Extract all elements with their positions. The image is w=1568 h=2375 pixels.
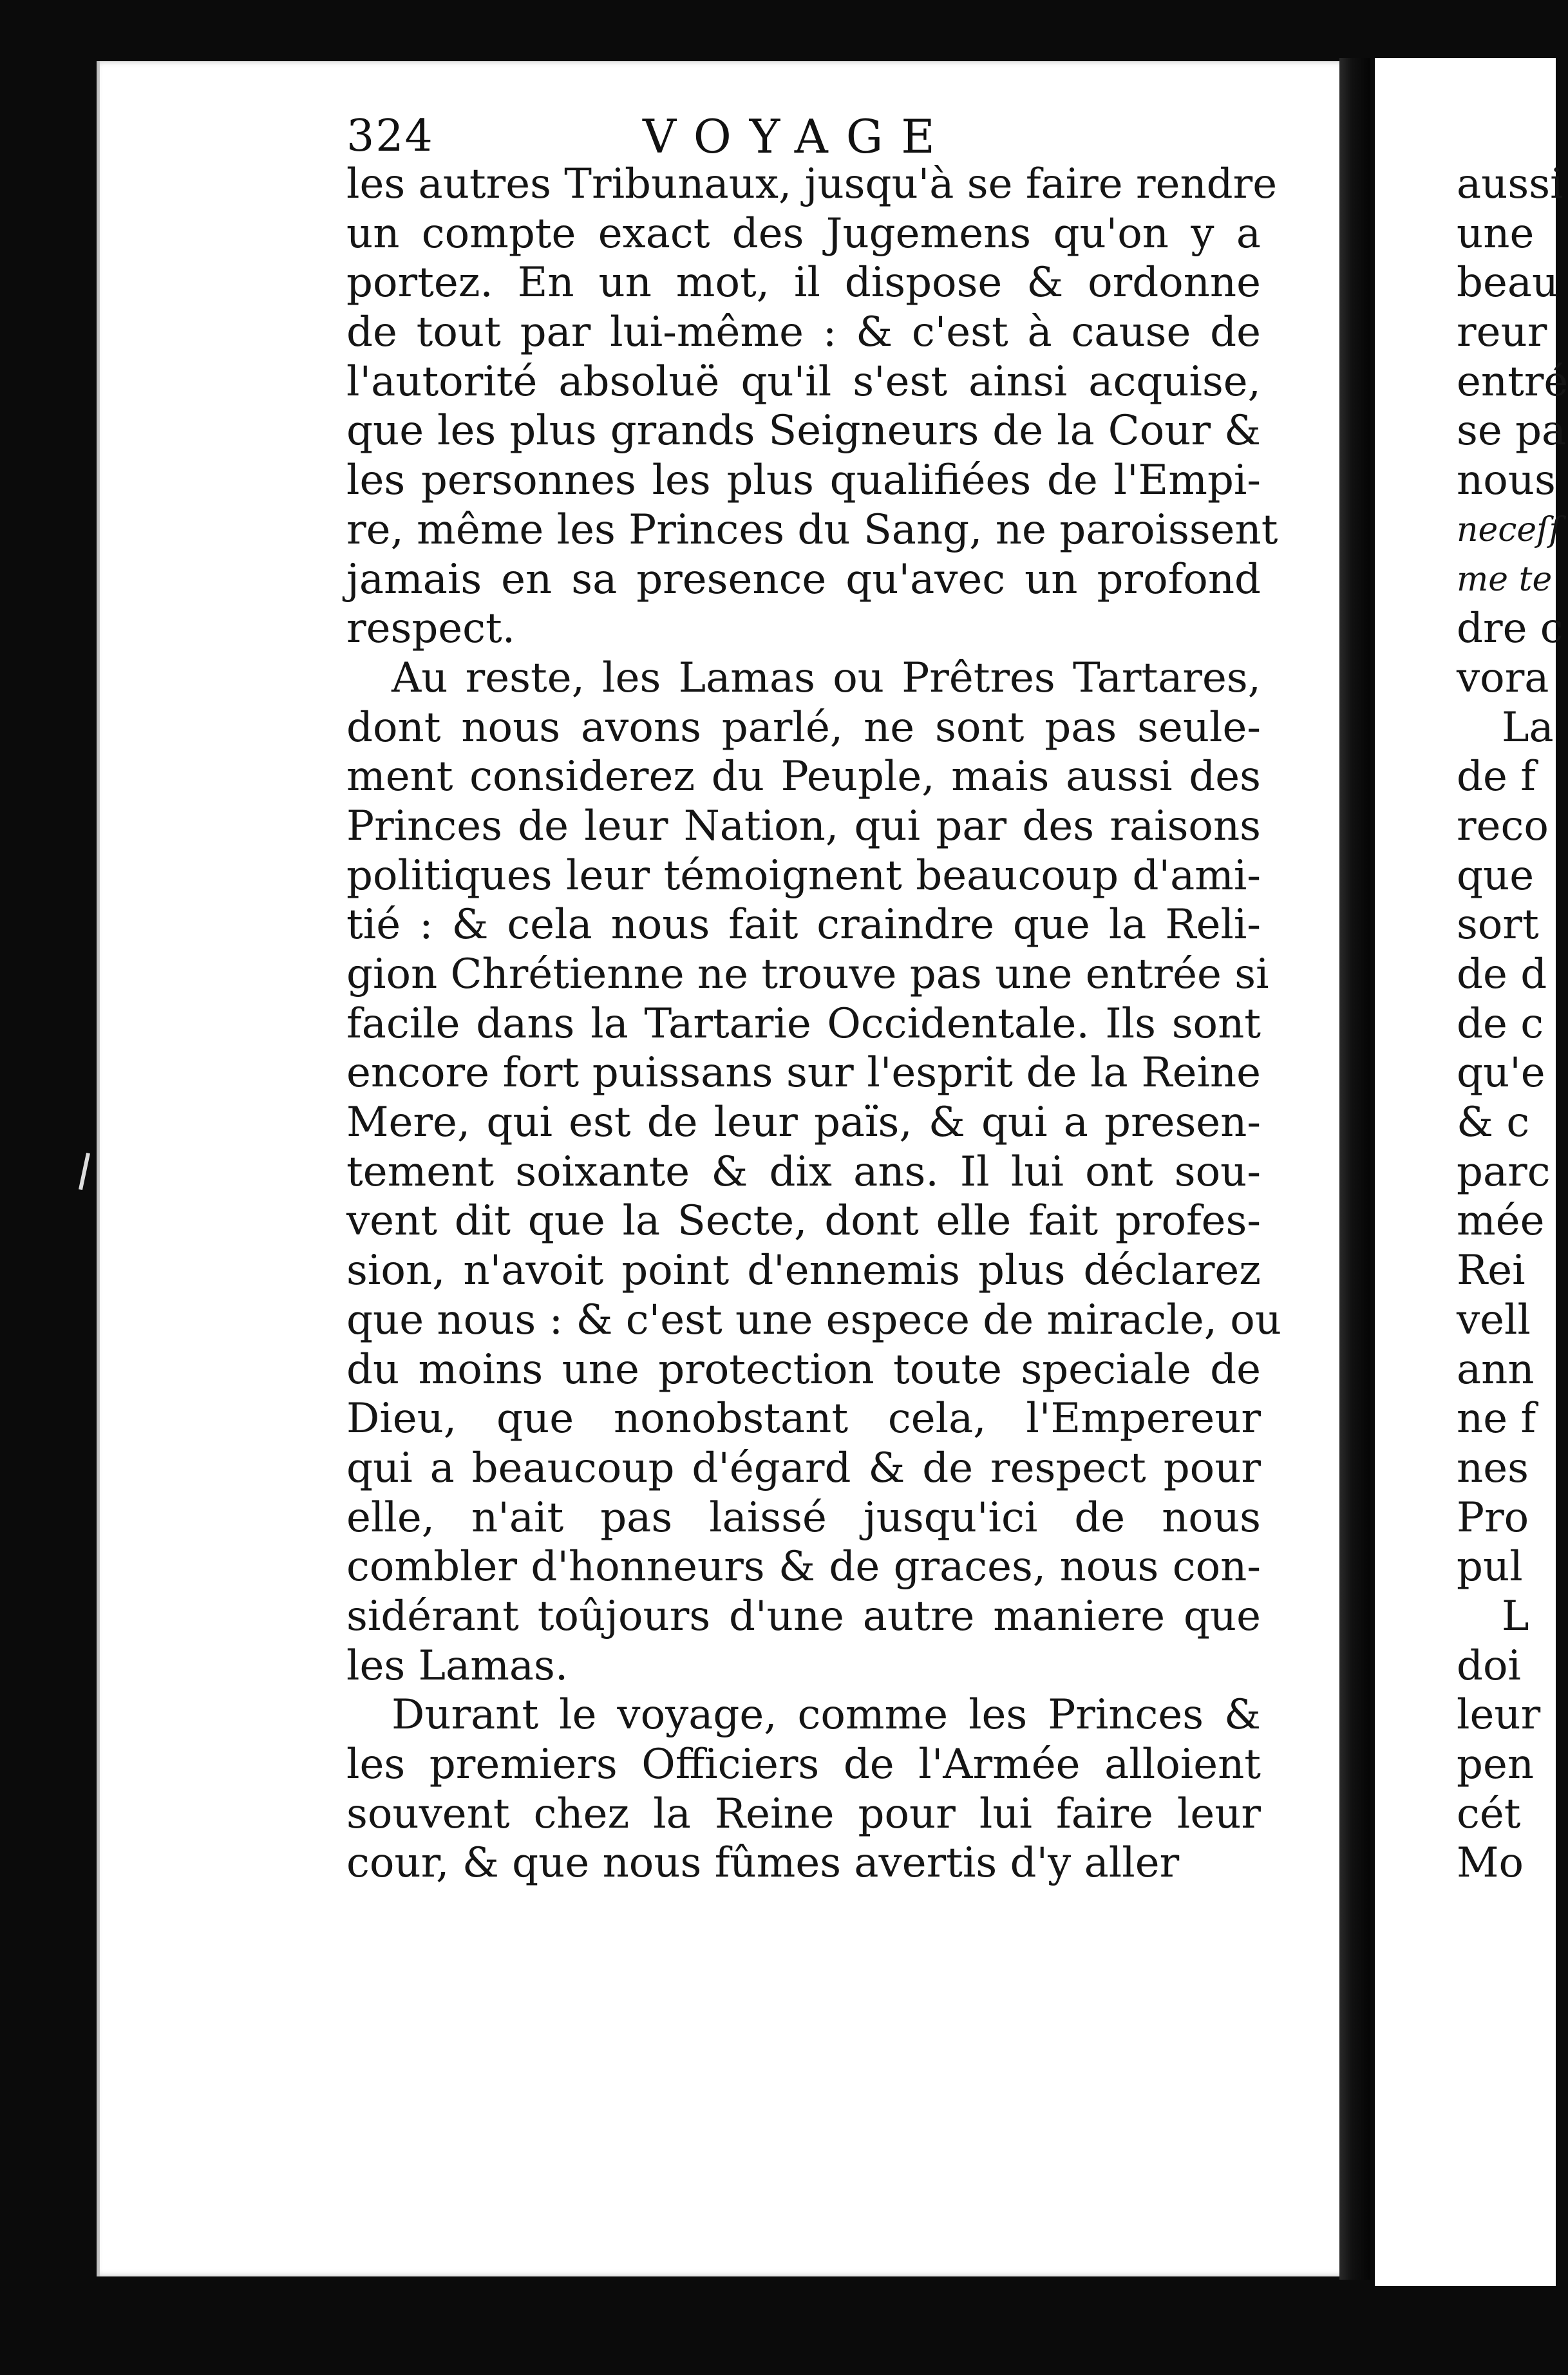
- left-page-text: [346, 160, 1281, 1888]
- right-text-line: pen: [1457, 1741, 1535, 1788]
- text-line: que les plus grands Seigneurs de la Cour &: [346, 407, 1261, 455]
- right-text-line: beau: [1457, 259, 1559, 307]
- text-line: l'autorité absoluë qu'il s'est ainsi acquise,: [346, 357, 1261, 406]
- right-text-line: me te: [1457, 560, 1553, 599]
- text-line: vent dit que la Secte, dont elle fait profes-: [346, 1197, 1261, 1245]
- right-text-line: ann: [1457, 1345, 1535, 1394]
- text-line: portez. En un mot, il dispose & ordonne: [346, 259, 1261, 307]
- page-number: 324: [346, 111, 434, 162]
- text-line: les autres Tribunaux, jusqu'à se faire rendre: [346, 160, 1278, 208]
- text-line: tié : & cela nous fait craindre que la Reli-: [346, 901, 1261, 949]
- text-line: sion, n'avoit point d'ennemis plus déclarez: [346, 1247, 1261, 1295]
- text-line: de tout par lui-même : & c'est à cause de: [346, 308, 1261, 357]
- right-text-line: nous: [1457, 457, 1556, 505]
- text-line: jamais en sa presence qu'avec un profond: [346, 555, 1261, 603]
- text-line: sidérant toûjours d'une autre maniere que: [346, 1592, 1261, 1640]
- right-text-line: leur: [1457, 1691, 1541, 1739]
- right-text-line: une: [1457, 209, 1535, 258]
- right-text-line: Mo: [1457, 1839, 1524, 1888]
- text-line: Au reste, les Lamas ou Prêtres Tartares,: [392, 654, 1261, 702]
- right-text-line: entré: [1457, 357, 1568, 406]
- right-text-line: Pro: [1457, 1493, 1529, 1542]
- text-line: Mere, qui est de leur païs, & qui a presen-: [346, 1099, 1261, 1147]
- text-line: politiques leur témoignent beaucoup d'ami-: [346, 851, 1261, 900]
- text-line: Princes de leur Nation, qui par des raisons: [346, 802, 1261, 850]
- right-text-line: & c: [1457, 1099, 1530, 1147]
- text-line: les personnes les plus qualifiées de l'Empi-: [346, 457, 1261, 505]
- right-text-line: pul: [1457, 1543, 1523, 1591]
- margin-mark: [79, 1153, 90, 1190]
- text-line: facile dans la Tartarie Occidentale. Ils sont: [346, 999, 1261, 1048]
- right-text-line: reco: [1457, 802, 1549, 850]
- right-text-line: mée: [1457, 1197, 1545, 1245]
- right-text-line: dre c: [1457, 605, 1563, 653]
- right-text-line: que: [1457, 851, 1535, 900]
- right-text-line: nes: [1457, 1444, 1529, 1492]
- text-line: re, même les Princes du Sang, ne paroissent: [346, 506, 1278, 554]
- right-text-line: de d: [1457, 951, 1547, 998]
- text-line: combler d'honneurs & de graces, nous con-: [346, 1543, 1261, 1591]
- right-text-line: qu'e: [1457, 1049, 1545, 1097]
- right-text-line: doi: [1457, 1642, 1521, 1690]
- text-line: dont nous avons parlé, ne sont pas seule-: [346, 703, 1261, 752]
- book-gutter: [1339, 58, 1370, 2280]
- running-head: VOYAGE: [643, 109, 953, 164]
- text-line: Dieu, que nonobstant cela, l'Empereur: [346, 1395, 1261, 1443]
- text-line: du moins une protection toute speciale de: [346, 1345, 1261, 1394]
- right-text-line: reur: [1457, 308, 1547, 357]
- right-text-line: neceſſ: [1457, 510, 1562, 549]
- right-text-line: parc: [1457, 1148, 1551, 1196]
- right-text-line: de f: [1457, 753, 1536, 801]
- right-page-text: [1457, 160, 1568, 1888]
- right-text-line: vell: [1457, 1296, 1531, 1344]
- text-line: tement soixante & dix ans. Il lui ont sou-: [346, 1148, 1261, 1196]
- right-text-line: de c: [1457, 999, 1544, 1048]
- right-text-line: se pa: [1457, 407, 1567, 455]
- text-line: que nous : & c'est une espece de miracle, ou: [346, 1296, 1281, 1344]
- right-text-line: La: [1502, 703, 1554, 752]
- right-text-line: L: [1502, 1592, 1529, 1640]
- text-line: les Lamas.: [346, 1642, 569, 1690]
- text-line: un compte exact des Jugemens qu'on y a: [346, 209, 1261, 258]
- right-text-line: vora: [1457, 654, 1549, 702]
- text-line: qui a beaucoup d'égard & de respect pour: [346, 1444, 1261, 1492]
- text-line: souvent chez la Reine pour lui faire leur: [346, 1790, 1261, 1838]
- text-line: les premiers Officiers de l'Armée alloient: [346, 1741, 1261, 1788]
- text-line: cour, & que nous fûmes avertis d'y aller: [346, 1839, 1180, 1888]
- text-line: encore fort puissans sur l'esprit de la Reine: [346, 1049, 1261, 1097]
- text-line: gion Chrétienne ne trouve pas une entrée si: [346, 951, 1269, 998]
- right-text-line: cét: [1457, 1790, 1521, 1838]
- right-text-line: ne f: [1457, 1395, 1536, 1443]
- text-line: elle, n'ait pas laissé jusqu'ici de nous: [346, 1493, 1261, 1542]
- text-line: ment considerez du Peuple, mais aussi des: [346, 753, 1261, 801]
- text-line: Durant le voyage, comme les Princes &: [392, 1691, 1261, 1739]
- right-text-line: Rei: [1457, 1247, 1525, 1295]
- right-text-line: sort: [1457, 901, 1539, 949]
- right-text-line: aussi: [1457, 160, 1563, 208]
- text-line: respect.: [346, 605, 516, 653]
